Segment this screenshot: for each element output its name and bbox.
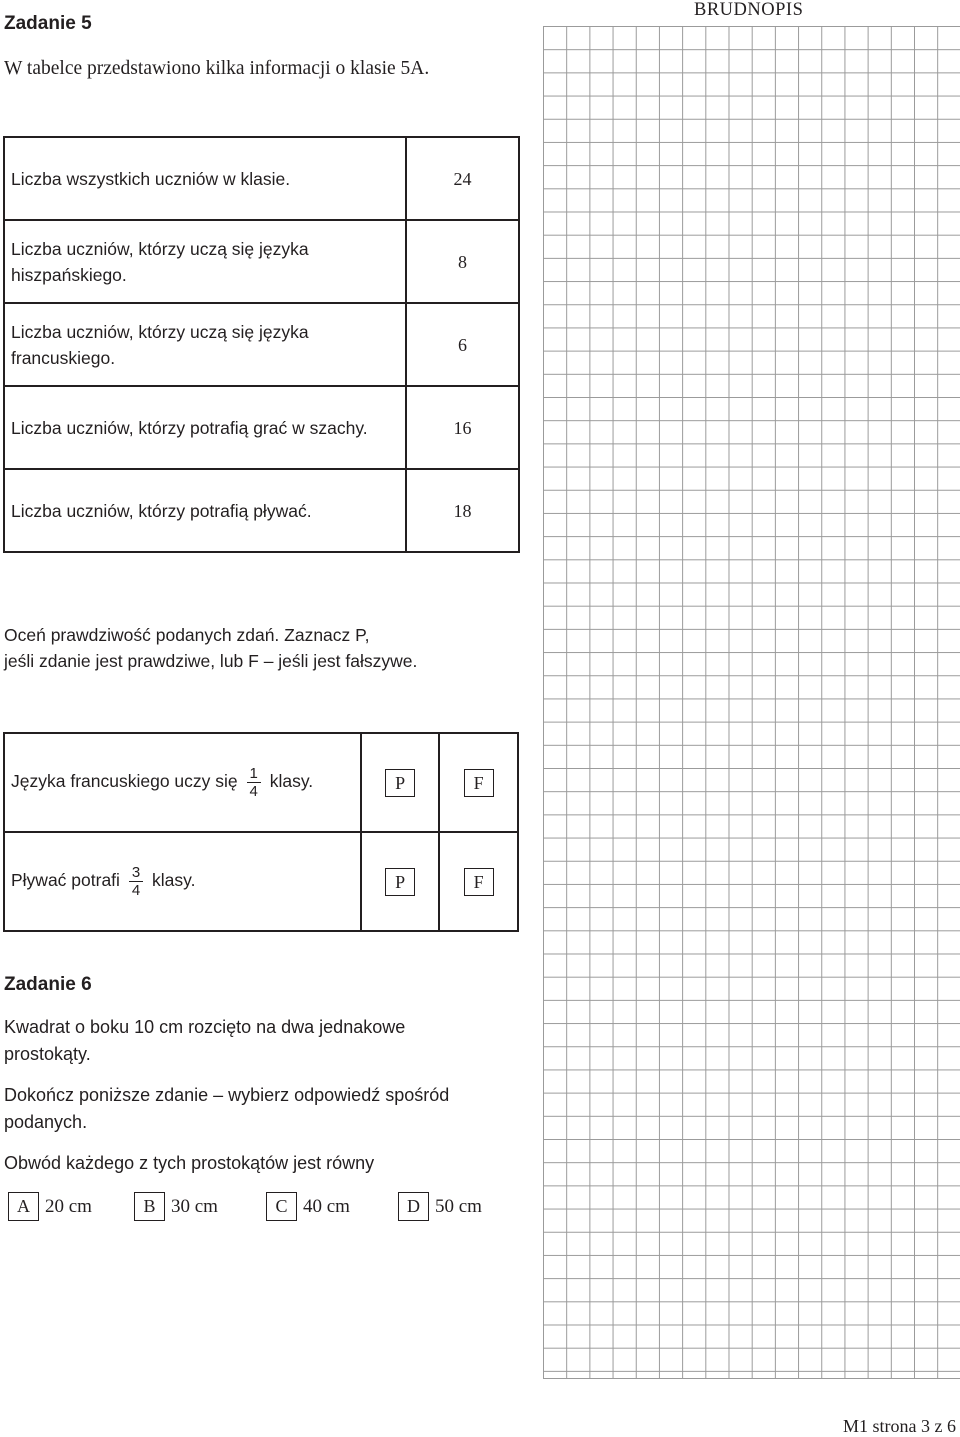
fraction-denominator: 4 [131,882,141,899]
option-letter[interactable]: D [398,1192,429,1221]
statement-after: klasy. [152,870,196,891]
table-row [4,303,519,386]
option-text: 30 cm [171,1195,218,1217]
draft-grid[interactable] [543,26,960,1379]
row-label: Liczba uczniów, którzy uczą się języka hiszpańskiego. [4,220,406,303]
row-value: 24 [406,137,519,220]
false-checkbox[interactable]: F [464,769,494,797]
option-text: 20 cm [45,1195,92,1217]
statement-after: klasy. [269,771,314,792]
option-text: 50 cm [435,1195,482,1217]
info-table [3,136,520,553]
option-cell [439,733,518,832]
task6-paragraph-2: Dokończ poniższe zdanie – wybierz odpowiedź spośród podanych. [4,1085,450,1132]
task5-instruction [4,622,417,674]
row-value: 16 [406,386,519,469]
option-cell [361,733,440,832]
answer-option-c[interactable] [266,1192,350,1221]
task6-paragraph-3: Obwód każdego z tych prostokątów jest równy [4,1153,375,1173]
task5-intro: W tabelce przedstawiono kilka informacji o klasie 5A. [4,58,430,79]
answer-option-b[interactable] [134,1192,218,1221]
row-label: Liczba uczniów, którzy potrafią pływać. [4,469,406,552]
statement-before: Języka francuskiego uczy się [11,771,238,792]
option-letter[interactable]: C [266,1192,297,1221]
task6-paragraph-1: Kwadrat o boku 10 cm rozcięto na dwa jednakowe prostokąty. [4,1017,406,1064]
table-row [4,220,519,303]
option-cell [439,832,518,931]
row-label: Liczba uczniów, którzy uczą się języka francuskiego. [4,303,406,386]
option-text: 40 cm [303,1195,350,1217]
instruction-line-1: Oceń prawdziwość podanych zdań. Zaznacz P, [4,625,370,645]
fraction [247,765,261,800]
fraction-numerator: 1 [247,765,261,783]
option-letter[interactable]: B [134,1192,165,1221]
task6-title: Zadanie 6 [4,974,92,995]
statement-text [4,832,361,931]
row-value: 18 [406,469,519,552]
fraction [129,864,143,899]
table-row [4,386,519,469]
false-checkbox[interactable]: F [464,868,494,896]
instruction-line-2: jeśli zdanie jest prawdziwe, lub F – jeśli jest fałszywe. [4,651,418,671]
draft-label: BRUDNOPIS [694,0,804,20]
fraction-numerator: 3 [129,864,143,882]
page-number: M1 strona 3 z 6 [843,1416,956,1436]
true-checkbox[interactable]: P [385,868,415,896]
option-cell [361,832,440,931]
statement-text [4,733,361,832]
statement-before: Pływać potrafi [11,870,120,891]
table-row [4,469,519,552]
table-row [4,137,519,220]
statement-row [4,733,518,832]
row-label: Liczba wszystkich uczniów w klasie. [4,137,406,220]
row-label: Liczba uczniów, którzy potrafią grać w szachy. [4,386,406,469]
truth-table [3,732,519,932]
row-value: 8 [406,220,519,303]
fraction-denominator: 4 [249,783,258,800]
option-letter[interactable]: A [8,1192,39,1221]
row-value: 6 [406,303,519,386]
answer-option-d[interactable] [398,1192,482,1221]
task5-title: Zadanie 5 [4,13,92,34]
statement-row [4,832,518,931]
answer-option-a[interactable] [8,1192,92,1221]
true-checkbox[interactable]: P [385,769,415,797]
